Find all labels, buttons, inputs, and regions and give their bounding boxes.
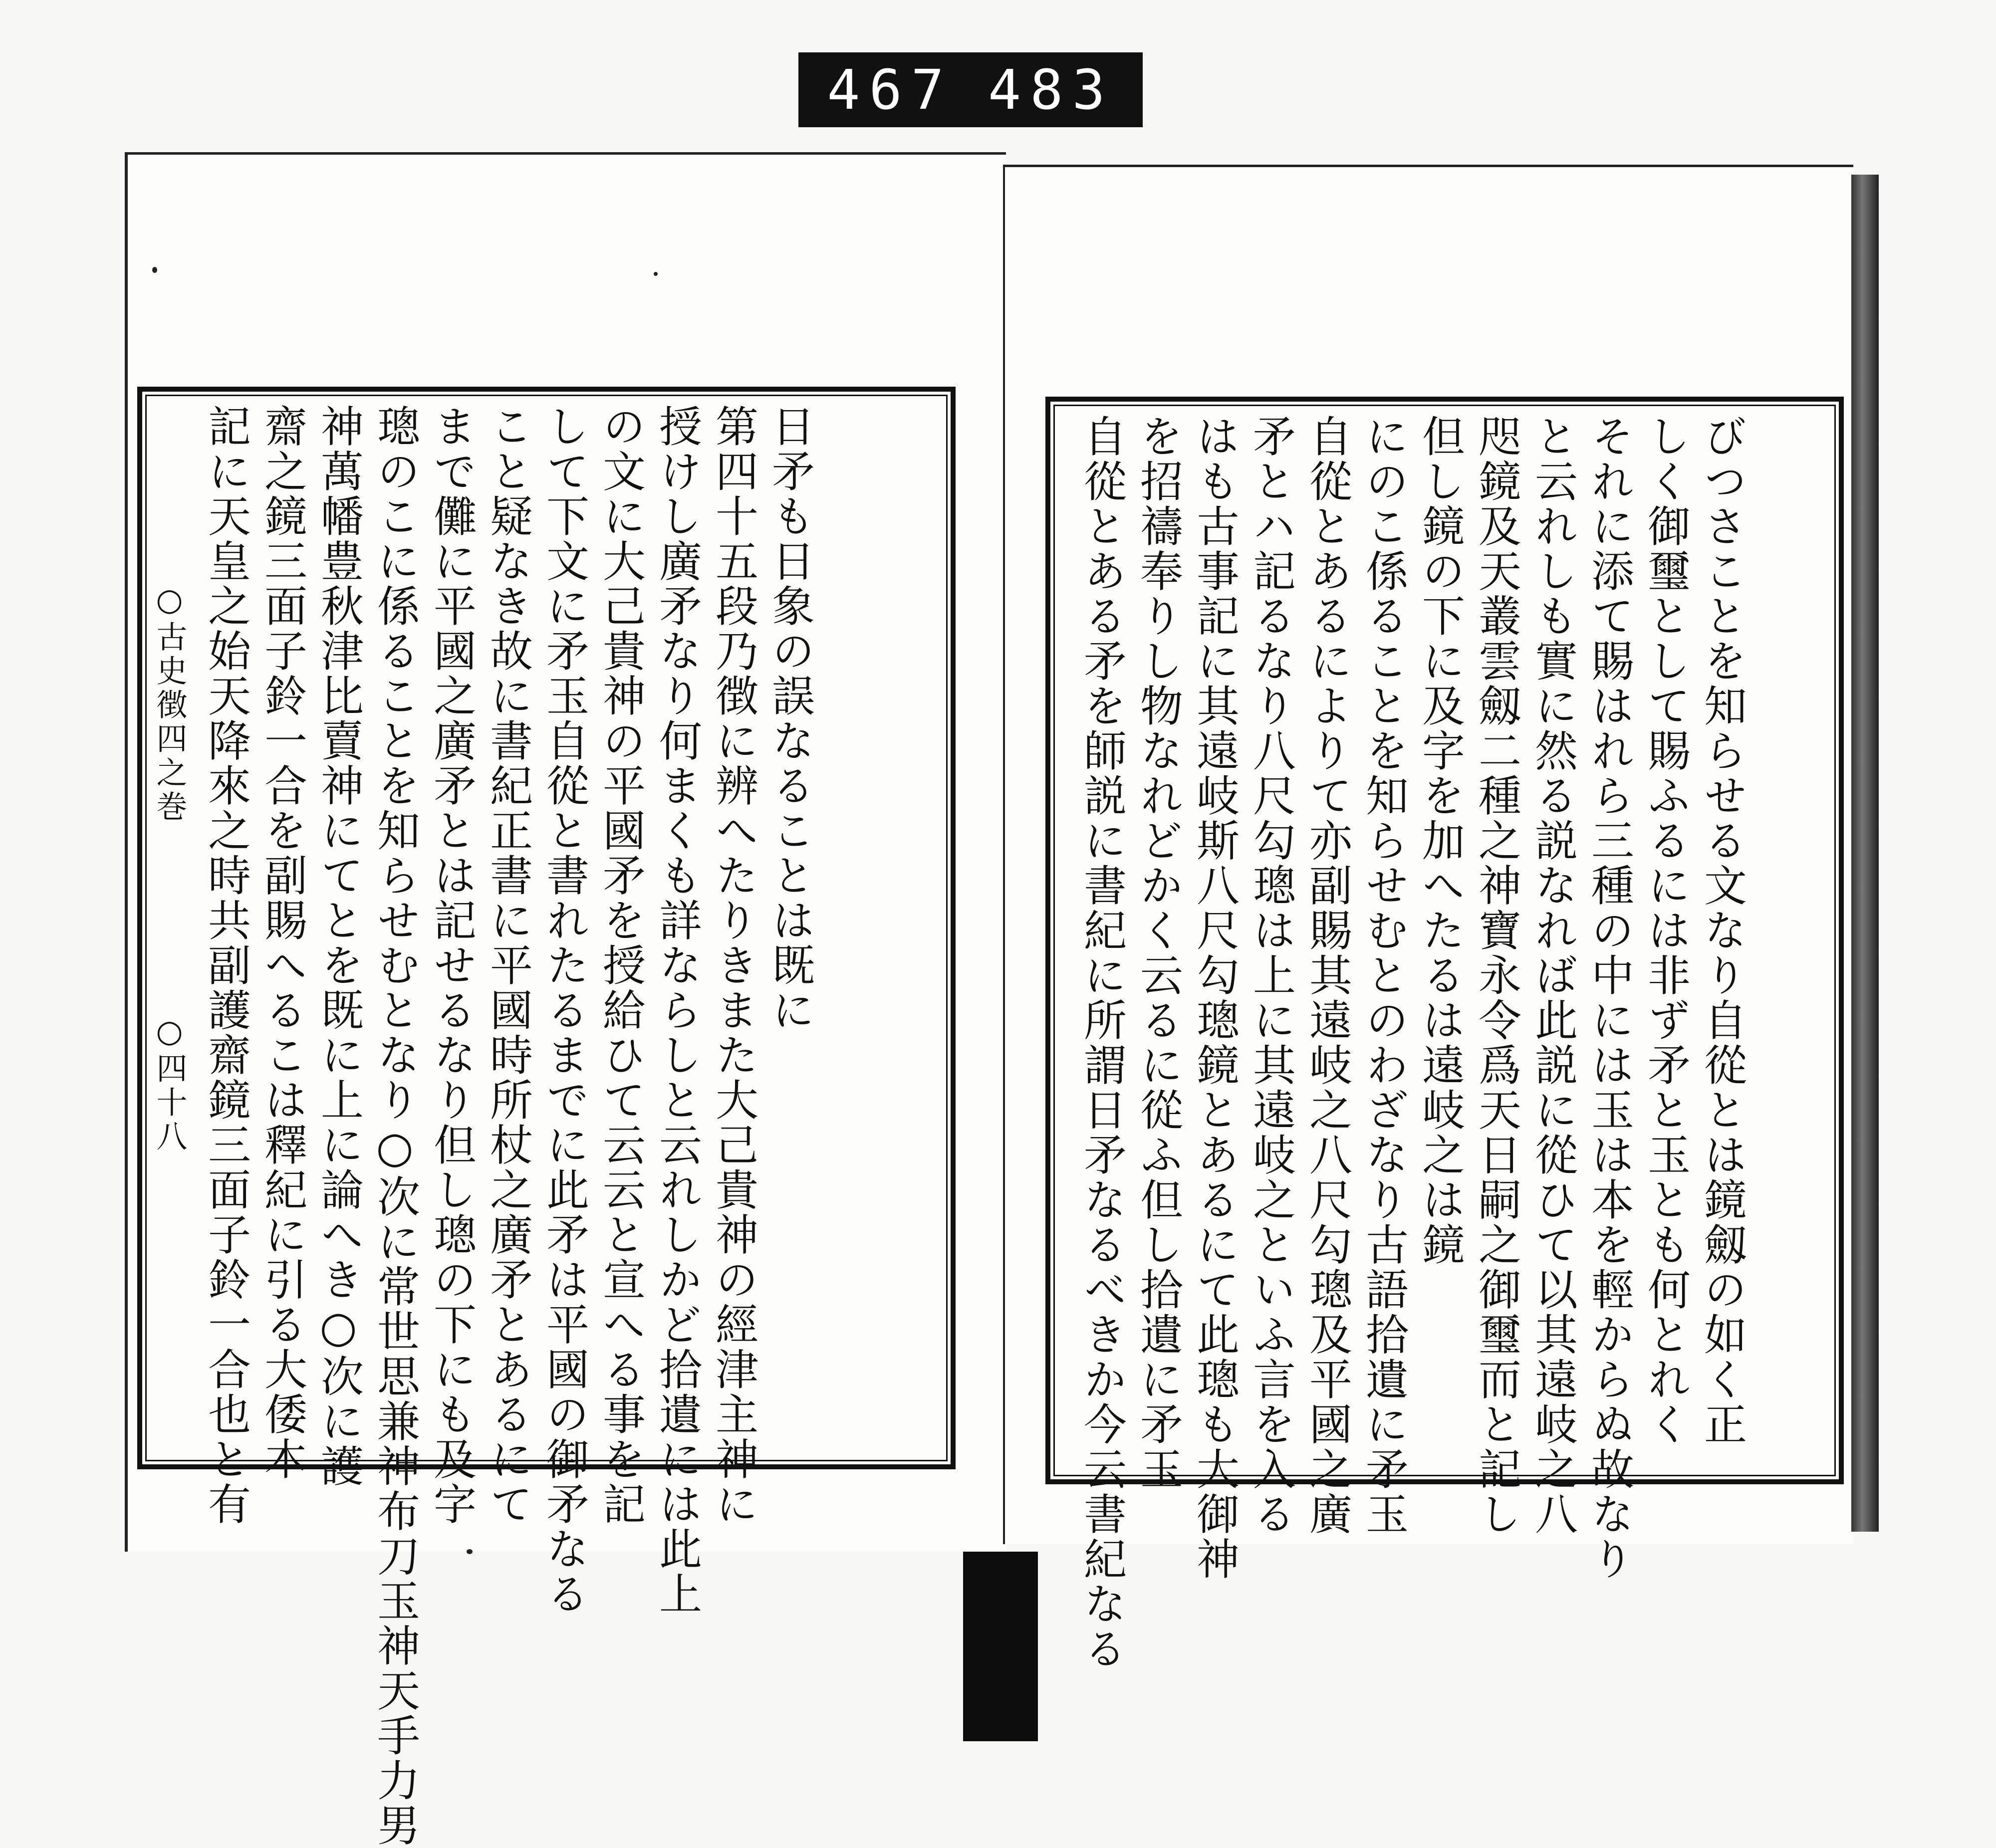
book-fore-edge <box>1851 175 1879 1532</box>
text-column: はも古事記に其遠岐斯八尺勾璁鏡とあるにて此璁も大御神 <box>1189 414 1239 1582</box>
text-column: 璁のこに係ることを知らせむとなり○次に常世思兼神布刀玉神天手力男 <box>370 404 420 1848</box>
text-column: 矛とハ記るなり八尺勾璁は上に其遠岐之といふ言を入る <box>1246 414 1295 1537</box>
text-column: と云れしも實に然る説なれば此説に從ひて以其遠岐之八 <box>1527 414 1577 1537</box>
margin-title: ○古史徴四之巻 <box>151 581 188 824</box>
left-page-text <box>197 404 817 1848</box>
text-column: それに添て賜はれら三種の中には玉は本を輕からぬ故なり <box>1584 414 1634 1582</box>
text-column: びつさことを知らせる文なり自從とは鏡劔の如く正 <box>1697 414 1746 1447</box>
text-column: 第四十五段乃徴に辨へたりきまた大己貴神の經津主神に <box>708 404 758 1527</box>
ink-speck <box>467 1549 473 1554</box>
ink-speck <box>654 272 658 276</box>
text-column: にのこ係ることを知らせむとのわざなり古語拾遺に矛玉 <box>1358 414 1408 1537</box>
text-column: まで儺に平國之廣矛とは記せるなり但し璁の下にも及字 <box>426 404 476 1527</box>
scan-number-left: 467 <box>827 58 953 122</box>
text-column: 咫鏡及天叢雲劔二種之神寶永令爲天日嗣之御璽而と記し <box>1471 414 1521 1537</box>
text-column: 但し鏡の下に及字を加へたるは遠岐之は鏡 <box>1415 414 1465 1267</box>
scan-number-right: 483 <box>988 58 1114 122</box>
book-gutter <box>963 1552 1038 1741</box>
text-column: の文に大己貴神の平國矛を授給ひて云云と宣へる事を記 <box>595 404 645 1527</box>
scan-number-tag <box>798 52 1143 127</box>
right-page-text <box>1073 414 1749 1671</box>
text-column: を招禱奉りし物なれどかく云るに從ふ但し拾遺に矛玉 <box>1133 414 1183 1492</box>
folio-number: ○四十八 <box>151 1013 188 1154</box>
text-column: 記に天皇之始天降來之時共副護齋鏡三面子鈴一合也と有 <box>201 404 250 1527</box>
text-column: 授けし廣矛なり何まくも詳ならしと云れしかど拾遺には此上 <box>652 404 702 1617</box>
text-column: しく御璽として賜ふるには非ず矛と玉とも何とれく <box>1640 414 1690 1447</box>
text-column: 自從とあるによりて亦副賜其遠岐之八尺勾璁及平國之廣 <box>1302 414 1352 1537</box>
text-column: して下文に矛玉自從と書れたるまでに此矛は平國の御矛なる <box>539 404 589 1617</box>
text-column: 自從とある矛を師説に書紀に所謂日矛なるべきか今云書紀なる <box>1076 414 1126 1671</box>
text-column: 齋之鏡三面子鈴一合を副賜へるこは釋紀に引る大倭本 <box>257 404 307 1482</box>
text-column: 神萬幡豊秋津比賣神にてとを既に上に論へき○次に護 <box>313 404 363 1489</box>
ink-speck <box>152 267 157 273</box>
text-column: 日矛も日象の誤なることは既に <box>764 404 814 1033</box>
text-column: こと疑なき故に書紀正書に平國時所杖之廣矛とあるにて <box>483 404 532 1527</box>
